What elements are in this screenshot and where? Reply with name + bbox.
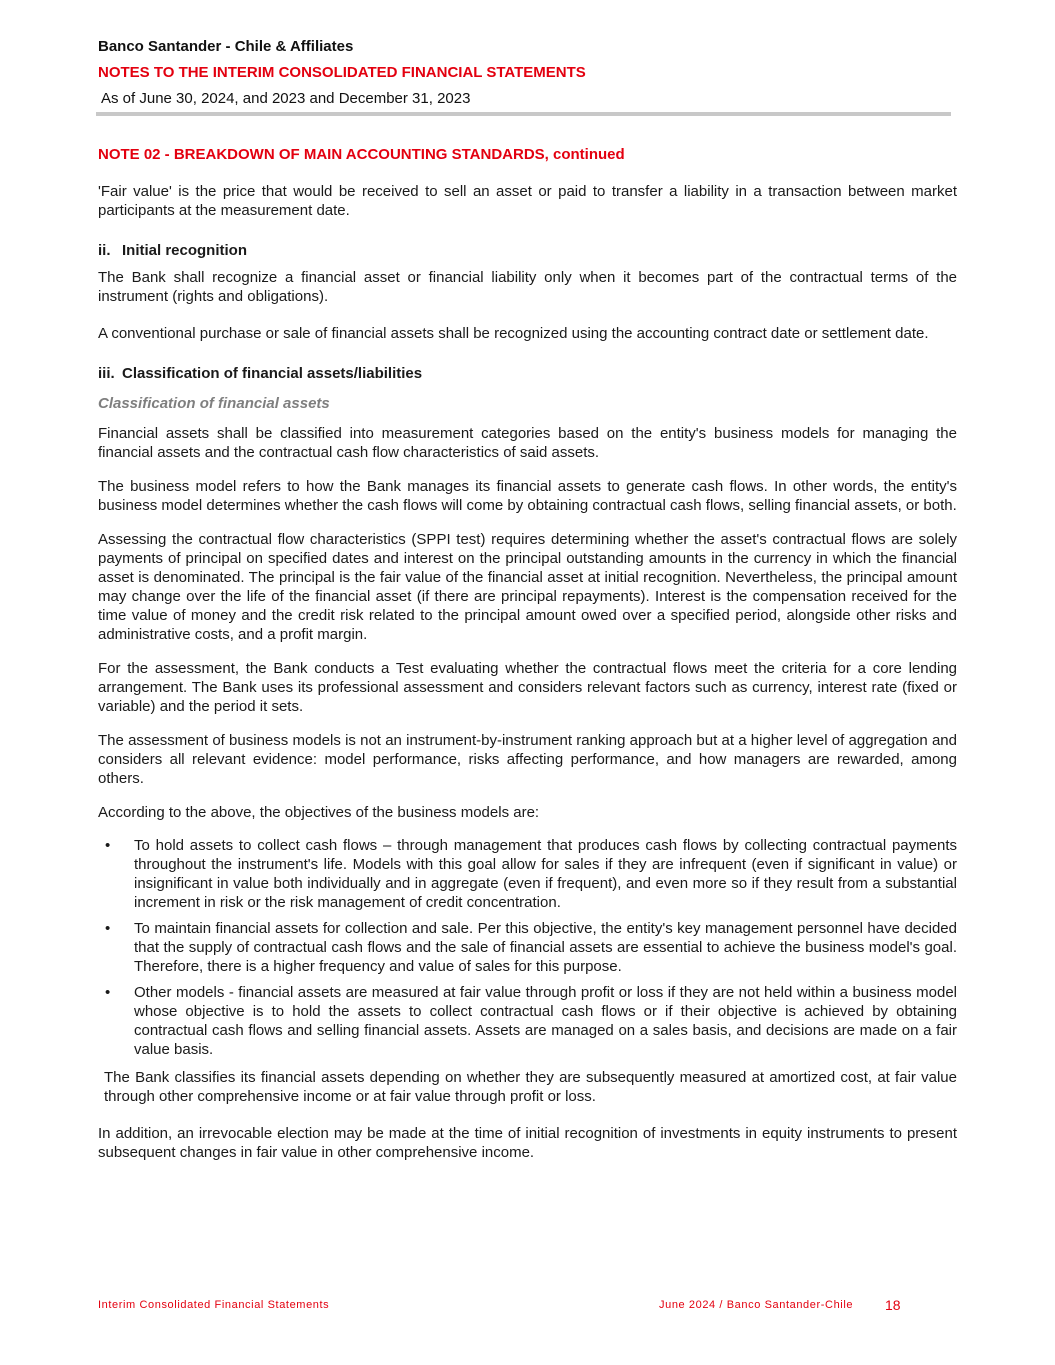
bullet-icon: • [105,837,111,854]
bullet-icon: • [105,984,111,1001]
list-item-text: Other models - financial assets are measured at fair value through profit or loss if they are not held within a business model whose objective is to hold the assets to collect contractual cash flows or if their objective is achieved by obtaining contractual cash flows and selling financial assets. Assets are managed on a sales basis, and decisions are made on a fair value basis. [134,984,957,1058]
document-page [98,36,957,1162]
section-iii-paragraph-2: The business model refers to how the Bank manages its financial assets to generate cash flows. In other words, the entity's business model determines whether the cash flows will come by obtaining contractual cash flows, selling financial assets, or both. [98,478,957,514]
list-item-text: To hold assets to collect cash flows – through management that produces cash flows by collecting contractual payments throughout the instrument's life. Models with this goal allow for sales if they are infrequent (even if significant in value) or insignificant in value both individually and in aggregate (even if frequent), and even more so if they result from a substantial increment in risk or the risk management of credit concentration. [134,837,957,911]
note-title: NOTE 02 - BREAKDOWN OF MAIN ACCOUNTING STANDARDS, continued [98,146,625,163]
section-ii-title: Initial recognition [122,242,248,259]
footer-period: June 2024 / Banco Santander-Chile [659,1299,854,1311]
list-item [98,836,957,912]
section-iii-number: iii. [98,365,115,382]
footer-report-title: Interim Consolidated Financial Statements [98,1299,330,1311]
section-ii-paragraph-2: A conventional purchase or sale of financial assets shall be recognized using the accounting contract date or settlement date. [98,325,929,342]
intro-paragraph: 'Fair value' is the price that would be received to sell an asset or paid to transfer a liability in a transaction between market participants at the measurement date. [98,183,957,219]
list-item [98,983,957,1059]
list-item [98,919,957,976]
business-model-list [98,836,957,1059]
section-iii-heading [98,363,957,385]
section-ii-number: ii. [98,242,111,259]
section-iii-paragraph-6: According to the above, the objectives of the business models are: [98,804,540,821]
section-iii-paragraph-1: Financial assets shall be classified into measurement categories based on the entity's business models for managing the financial assets and the contractual cash flow characteristics of said assets. [98,425,957,461]
header-divider [96,112,951,116]
list-item-text: To maintain financial assets for collection and sale. Per this objective, the entity's key management personnel have decided that the supply of contractual cash flows and the sale of financial assets are essential to achieve the business model's goal. Therefore, there is a higher frequency and value of sales for this purpose. [134,920,957,975]
section-iii-paragraph-4: For the assessment, the Bank conducts a Test evaluating whether the contractual flows meet the criteria for a core lending arrangement. The Bank uses its professional assessment and considers relevant factors such as currency, interest rate (fixed or variable) and the period it sets. [98,660,957,715]
notes-title: NOTES TO THE INTERIM CONSOLIDATED FINANCIAL STATEMENTS [98,64,586,81]
date-line: As of June 30, 2024, and 2023 and December 31, 2023 [101,90,471,107]
section-iii-title: Classification of financial assets/liabilities [122,365,423,382]
section-iii-paragraph-8: In addition, an irrevocable election may be made at the time of initial recognition of investments in equity instruments to present subsequent changes in fair value in other comprehensive income. [98,1125,957,1161]
section-iii-paragraph-7: The Bank classifies its financial assets depending on whether they are subsequently measured at amortized cost, at fair value through other comprehensive income or at fair value through profit or loss. [104,1069,957,1105]
page-number: 18 [885,1297,901,1313]
section-iii-subtitle: Classification of financial assets [98,395,330,412]
section-ii-paragraph-1: The Bank shall recognize a financial asset or financial liability only when it becomes part of the contractual terms of the instrument (rights and obligations). [98,269,957,305]
section-ii-heading [98,240,957,262]
bullet-icon: • [105,920,111,937]
section-iii-paragraph-5: The assessment of business models is not an instrument-by-instrument ranking approach but at a higher level of aggregation and considers all relevant evidence: model performance, risks affecting performance, and how managers are rewarded, among others. [98,732,957,787]
section-iii-paragraph-3: Assessing the contractual flow characteristics (SPPI test) requires determining whether the asset's contractual flows are solely payments of principal on specified dates and interest on the principal outstanding amounts in the currency in which the financial asset is denominated. The principal is the fair value of the financial asset at initial recognition. Nevertheless, the principal amount may change over the life of the financial asset (if there are principal repayments). Interest is the compensation received for the time value of money and the credit risk related to the principal amount owed over a specified period, alongside other risks and administrative costs, and a profit margin. [98,531,957,643]
company-name: Banco Santander - Chile & Affiliates [98,38,354,55]
